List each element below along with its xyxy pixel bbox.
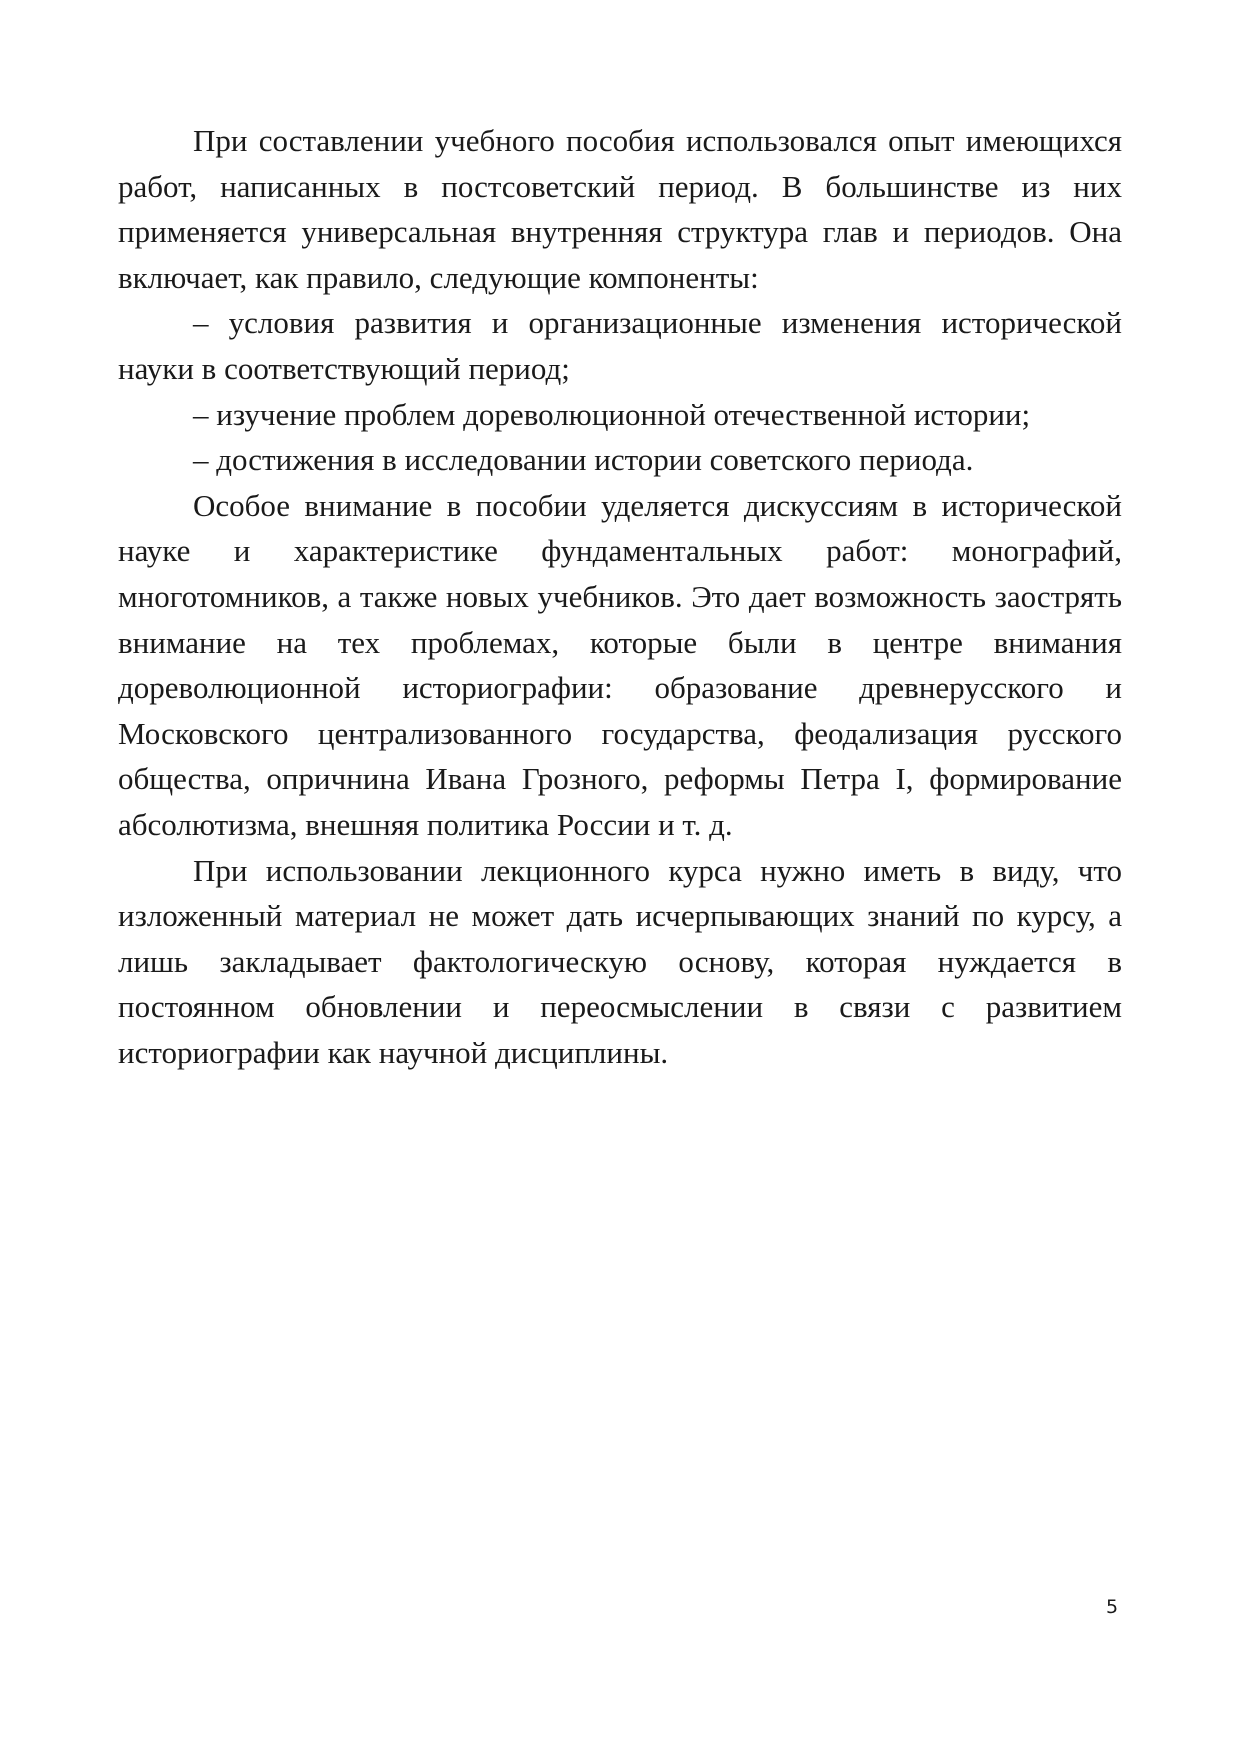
intro-paragraph: При составлении учебного пособия использовался опыт имеющихся работ, написанных в постсоветский период. В большинстве из них применяется универсальная внутренняя структура глав и периодов. Она включает, как правило, следующие компоненты: xyxy=(118,123,1122,295)
page-number: 5 xyxy=(1106,1596,1119,1618)
list-item-achievements: – достижения в исследовании истории советского периода. xyxy=(193,442,974,478)
list-item-problems: – изучение проблем дореволюционной отечественной истории; xyxy=(193,396,1031,432)
body-text xyxy=(118,118,1122,1075)
usage-paragraph: При использовании лекционного курса нужно иметь в виду, что изложенный материал не может дать исчерпывающих знаний по курсу, а лишь закладывает фактологическую основу, которая нуждается в постоянном обновлении и переосмыслении в связи с развитием историографии как научной дисциплины. xyxy=(118,852,1122,1070)
list-item-conditions: – условия развития и организационные изменения исторической науки в соответствующий период; xyxy=(118,305,1122,386)
attention-paragraph: Особое внимание в пособии уделяется дискуссиям в исторической науке и характеристике фундаментальных работ: монографий, многотомников, а также новых учебников. Это дает возможность заострять внимание на тех проблемах, которые были в центре внимания дореволюционной историографии: образование древнерусского и Московского централизованного государства, феодализация русского общества, опричнина Ивана Грозного, реформы Петра I, формирование абсолютизма, внешняя политика России и т. д. xyxy=(118,487,1122,842)
